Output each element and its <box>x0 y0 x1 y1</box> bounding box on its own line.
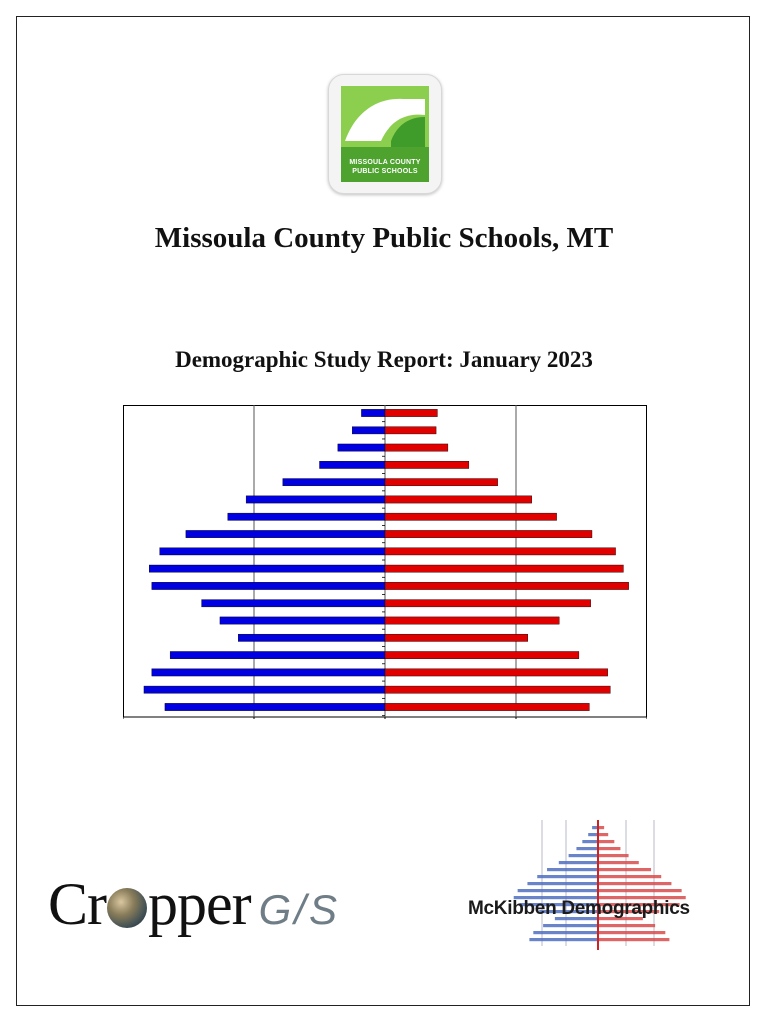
document-title: Missoula County Public Schools, MT <box>154 222 614 254</box>
population-pyramid-chart <box>123 405 647 719</box>
bar-series0-2 <box>338 444 385 451</box>
district-logo-graphic <box>329 75 441 193</box>
bar-series1-0 <box>385 409 437 416</box>
district-logo-line1: MISSOULA COUNTY <box>349 159 421 166</box>
mck-bar-right-16 <box>598 938 669 941</box>
bar-series1-16 <box>385 686 610 693</box>
bar-series0-11 <box>202 600 385 607</box>
mck-bar-right-1 <box>598 833 608 836</box>
cropper-gis-logo <box>48 870 368 950</box>
bar-series1-2 <box>385 444 448 451</box>
district-logo <box>328 74 442 194</box>
bar-series1-15 <box>385 669 608 676</box>
bar-series1-8 <box>385 548 616 555</box>
bar-series0-1 <box>352 427 385 434</box>
mck-bar-left-1 <box>588 833 598 836</box>
cropper-text-start: Cr <box>48 871 106 937</box>
bar-series0-8 <box>160 548 385 555</box>
bar-series0-5 <box>246 496 385 503</box>
mck-bar-right-7 <box>598 875 661 878</box>
bar-series1-11 <box>385 600 591 607</box>
bar-series1-3 <box>385 461 469 468</box>
mck-bar-right-15 <box>598 931 665 934</box>
bar-series0-0 <box>361 409 385 416</box>
bar-series0-7 <box>186 530 385 537</box>
mckibben-logo-text: McKibben Demographics <box>468 898 690 919</box>
mck-bar-left-15 <box>533 931 598 934</box>
bar-series1-6 <box>385 513 557 520</box>
bar-series0-9 <box>149 565 385 572</box>
bar-series1-1 <box>385 427 436 434</box>
cropper-text-end: pper <box>148 871 251 937</box>
document-subtitle: Demographic Study Report: January 2023 <box>175 347 593 372</box>
mck-bar-left-2 <box>582 840 598 843</box>
mck-bar-left-6 <box>547 868 598 871</box>
bar-series1-10 <box>385 582 629 589</box>
bar-series1-4 <box>385 479 498 486</box>
mck-bar-left-9 <box>518 889 598 892</box>
mck-bar-right-8 <box>598 882 671 885</box>
bar-series0-10 <box>152 582 385 589</box>
bar-series0-15 <box>152 669 385 676</box>
globe-icon <box>107 888 147 928</box>
mck-bar-left-16 <box>529 938 598 941</box>
bar-series1-13 <box>385 634 528 641</box>
bar-series0-17 <box>165 703 385 710</box>
bar-series1-7 <box>385 530 592 537</box>
bar-series0-4 <box>283 479 385 486</box>
mck-bar-left-8 <box>527 882 598 885</box>
mck-bar-left-4 <box>569 854 598 857</box>
bar-series1-14 <box>385 651 579 658</box>
gis-text: G/S <box>258 886 340 933</box>
mck-bar-right-6 <box>598 868 651 871</box>
mck-bar-right-9 <box>598 889 682 892</box>
bar-series0-14 <box>170 651 385 658</box>
mck-bar-right-2 <box>598 840 614 843</box>
district-logo-line2: PUBLIC SCHOOLS <box>352 168 418 175</box>
mck-bar-left-5 <box>559 861 598 864</box>
bar-series1-17 <box>385 703 589 710</box>
bar-series0-12 <box>220 617 385 624</box>
bar-series0-3 <box>320 461 386 468</box>
bar-series0-16 <box>144 686 385 693</box>
bar-series1-9 <box>385 565 623 572</box>
mck-bar-left-7 <box>537 875 598 878</box>
bar-series1-5 <box>385 496 532 503</box>
bar-series1-12 <box>385 617 559 624</box>
bar-series0-13 <box>238 634 385 641</box>
mck-bar-right-3 <box>598 847 620 850</box>
mck-bar-right-4 <box>598 854 629 857</box>
bar-series0-6 <box>228 513 385 520</box>
mck-bar-right-14 <box>598 924 655 927</box>
mck-bar-left-14 <box>543 924 598 927</box>
mck-bar-left-3 <box>576 847 598 850</box>
mck-bar-right-5 <box>598 861 639 864</box>
